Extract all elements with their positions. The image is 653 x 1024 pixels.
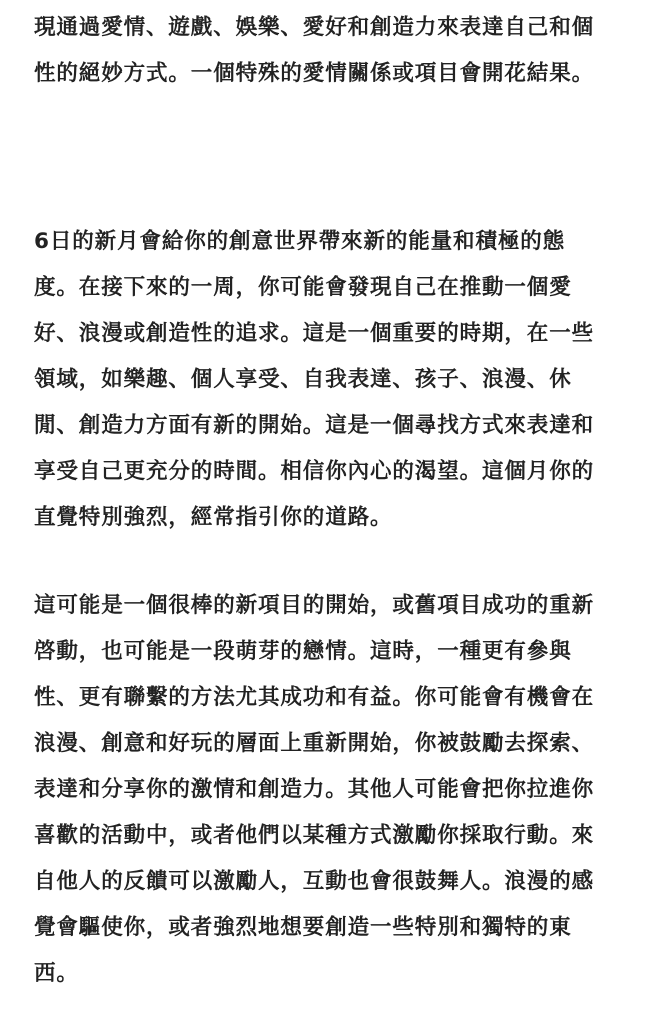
- text-line: 這可能是一個很棒的新項目的開始，或舊項目成功的重新: [34, 593, 595, 618]
- paragraph-new-project: [34, 583, 624, 997]
- text-line: 啓動，也可能是一段萌芽的戀情。這時，一種更有參與: [34, 639, 572, 664]
- paragraph-love-expression: [34, 5, 624, 97]
- text-line: 6日的新月會給你的創意世界帶來新的能量和積極的態: [34, 229, 566, 254]
- text-line: 喜歡的活動中，或者他們以某種方式激勵你採取行動。來: [34, 823, 595, 848]
- text-line: 閒、創造力方面有新的開始。這是一個尋找方式來表達和: [34, 413, 595, 438]
- text-line: 享受自己更充分的時間。相信你內心的渴望。這個月你的: [34, 459, 595, 484]
- text-line: 領域，如樂趣、個人享受、自我表達、孩子、浪漫、休: [34, 367, 572, 392]
- article-body: [34, 0, 624, 997]
- text-line: 度。在接下來的一周，你可能會發現自己在推動一個愛: [34, 275, 572, 300]
- text-line: 覺會驅使你，或者強烈地想要創造一些特別和獨特的東: [34, 915, 572, 940]
- text-line: 現通過愛情、遊戲、娛樂、愛好和創造力來表達自己和個: [34, 15, 595, 40]
- text-line: 性的絕妙方式。一個特殊的愛情關係或項目會開花結果。: [34, 61, 595, 86]
- text-line: 性、更有聯繫的方法尤其成功和有益。你可能會有機會在: [34, 685, 595, 710]
- text-line: 表達和分享你的激情和創造力。其他人可能會把你拉進你: [34, 777, 595, 802]
- text-line: 西。: [34, 961, 79, 986]
- text-line: 直覺特別強烈，經常指引你的道路。: [34, 505, 393, 530]
- text-line: 自他人的反饋可以激勵人，互動也會很鼓舞人。浪漫的感: [34, 869, 595, 894]
- text-line: 好、浪漫或創造性的追求。這是一個重要的時期，在一些: [34, 321, 595, 346]
- paragraph-new-moon: [34, 219, 624, 541]
- text-line: 浪漫、創意和好玩的層面上重新開始，你被鼓勵去探索、: [34, 731, 595, 756]
